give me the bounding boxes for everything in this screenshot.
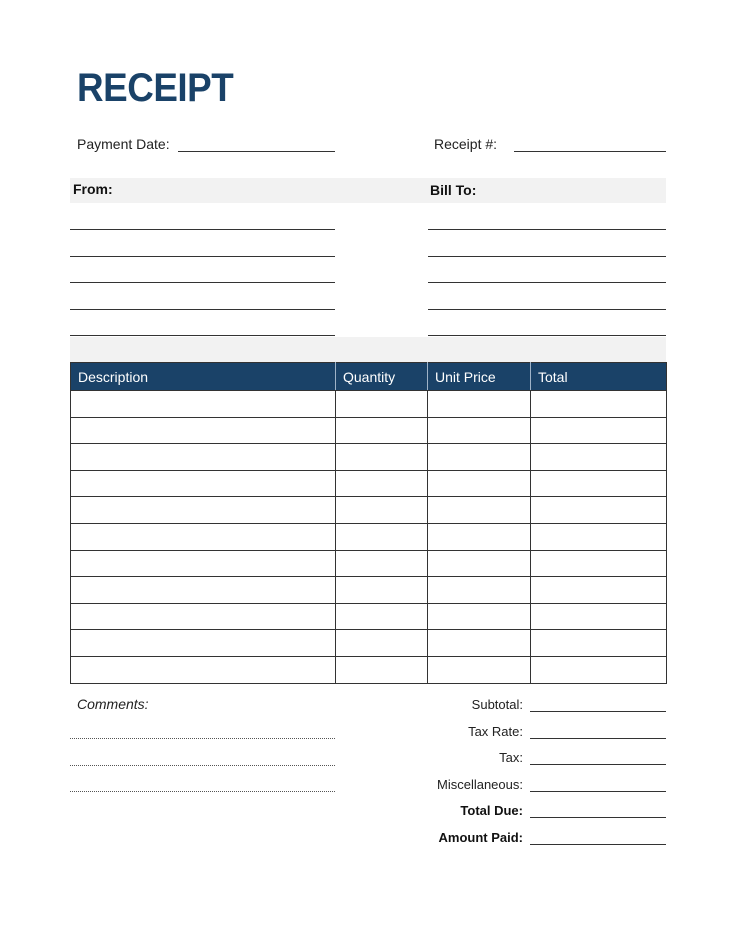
total-cell[interactable]: [531, 656, 667, 683]
description-cell[interactable]: [71, 523, 336, 550]
table-row: [71, 656, 667, 683]
unit-price-cell[interactable]: [428, 497, 531, 524]
quantity-cell[interactable]: [336, 470, 428, 497]
table-row: [71, 470, 667, 497]
quantity-cell[interactable]: [336, 523, 428, 550]
comments-line[interactable]: [70, 791, 335, 792]
table-row: [71, 417, 667, 444]
quantity-cell[interactable]: [336, 417, 428, 444]
bill-to-line[interactable]: [428, 229, 666, 230]
bill-to-line[interactable]: [428, 256, 666, 257]
quantity-cell[interactable]: [336, 630, 428, 657]
unit-price-cell[interactable]: [428, 444, 531, 471]
total-cell[interactable]: [531, 391, 667, 418]
amount-paid-label: Amount Paid:: [438, 830, 523, 845]
from-line[interactable]: [70, 229, 335, 230]
description-cell[interactable]: [71, 656, 336, 683]
unit-price-cell[interactable]: [428, 577, 531, 604]
unit-price-cell[interactable]: [428, 391, 531, 418]
payment-date-field[interactable]: [178, 151, 335, 152]
quantity-cell[interactable]: [336, 497, 428, 524]
quantity-cell[interactable]: [336, 603, 428, 630]
total-cell[interactable]: [531, 470, 667, 497]
receipt-number-label: Receipt #:: [434, 136, 498, 152]
total-cell[interactable]: [531, 444, 667, 471]
tax-rate-field[interactable]: [530, 738, 666, 739]
quantity-cell[interactable]: [336, 444, 428, 471]
receipt-number-field[interactable]: [514, 151, 666, 152]
spacer-band: [70, 337, 666, 362]
table-header-row: [71, 363, 667, 391]
quantity-cell[interactable]: [336, 550, 428, 577]
description-cell[interactable]: [71, 417, 336, 444]
from-line[interactable]: [70, 282, 335, 283]
bill-to-line[interactable]: [428, 282, 666, 283]
total-due-label: Total Due:: [460, 803, 523, 818]
quantity-cell[interactable]: [336, 577, 428, 604]
total-cell[interactable]: [531, 630, 667, 657]
comments-line[interactable]: [70, 765, 335, 766]
bill-to-line[interactable]: [428, 335, 666, 336]
from-label: From:: [73, 181, 113, 197]
subtotal-field[interactable]: [530, 711, 666, 712]
quantity-cell[interactable]: [336, 656, 428, 683]
unit-price-cell[interactable]: [428, 656, 531, 683]
total-cell[interactable]: [531, 550, 667, 577]
description-cell[interactable]: [71, 630, 336, 657]
table-row: [71, 391, 667, 418]
column-header-total: Total: [531, 363, 667, 391]
from-line[interactable]: [70, 309, 335, 310]
from-line[interactable]: [70, 335, 335, 336]
total-cell[interactable]: [531, 603, 667, 630]
amount-paid-field[interactable]: [530, 844, 666, 845]
unit-price-cell[interactable]: [428, 630, 531, 657]
description-cell[interactable]: [71, 391, 336, 418]
miscellaneous-label: Miscellaneous:: [437, 777, 523, 792]
payment-date-label: Payment Date:: [77, 136, 170, 152]
from-line[interactable]: [70, 256, 335, 257]
description-cell[interactable]: [71, 550, 336, 577]
unit-price-cell[interactable]: [428, 550, 531, 577]
table-row: [71, 603, 667, 630]
items-table: [70, 362, 667, 684]
description-cell[interactable]: [71, 603, 336, 630]
description-cell[interactable]: [71, 470, 336, 497]
quantity-cell[interactable]: [336, 391, 428, 418]
column-header-unit-price: Unit Price: [428, 363, 531, 391]
column-header-description: Description: [71, 363, 336, 391]
miscellaneous-field[interactable]: [530, 791, 666, 792]
tax-field[interactable]: [530, 764, 666, 765]
comments-line[interactable]: [70, 738, 335, 739]
total-cell[interactable]: [531, 417, 667, 444]
comments-label: Comments:: [77, 696, 149, 712]
total-cell[interactable]: [531, 577, 667, 604]
subtotal-label: Subtotal:: [471, 697, 523, 712]
table-row: [71, 497, 667, 524]
table-row: [71, 577, 667, 604]
table-row: [71, 523, 667, 550]
unit-price-cell[interactable]: [428, 523, 531, 550]
unit-price-cell[interactable]: [428, 603, 531, 630]
total-cell[interactable]: [531, 523, 667, 550]
tax-label: Tax:: [499, 750, 523, 765]
column-header-quantity: Quantity: [336, 363, 428, 391]
tax-rate-label: Tax Rate:: [468, 724, 523, 739]
description-cell[interactable]: [71, 444, 336, 471]
description-cell[interactable]: [71, 577, 336, 604]
total-due-field[interactable]: [530, 817, 666, 818]
table-row: [71, 444, 667, 471]
bill-to-label: Bill To:: [430, 182, 477, 198]
table-row: [71, 630, 667, 657]
bill-to-line[interactable]: [428, 309, 666, 310]
total-cell[interactable]: [531, 497, 667, 524]
page-title: RECEIPT: [77, 66, 234, 110]
parties-header-band: [70, 178, 666, 203]
description-cell[interactable]: [71, 497, 336, 524]
unit-price-cell[interactable]: [428, 417, 531, 444]
table-row: [71, 550, 667, 577]
unit-price-cell[interactable]: [428, 470, 531, 497]
